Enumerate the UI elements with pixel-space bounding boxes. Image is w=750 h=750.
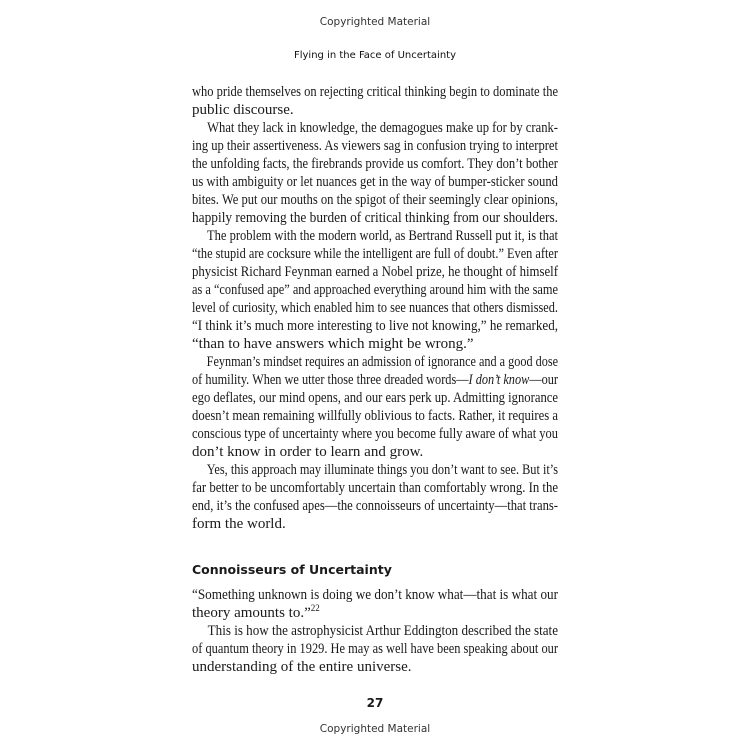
text-span: of humility. When we utter those three dreaded words— — [192, 372, 469, 388]
text-line: us with ambiguity or let nuances get in the way of bumper-sticker sound — [192, 174, 558, 190]
text-line: “the stupid are cocksure while the intelligent are full of doubt.” Even after — [192, 246, 558, 262]
section-body — [192, 586, 558, 676]
text-line: doesn’t mean remaining willfully oblivious to facts. Rather, it requires a — [192, 408, 558, 424]
text-line: form the world. — [192, 516, 286, 532]
text-span: —our — [529, 372, 558, 388]
copyright-notice-top: Copyrighted Material — [319, 16, 431, 28]
text-line: This is how the astrophysicist Arthur Eddington described the state — [207, 623, 558, 639]
text-line: level of curiosity, which enabled him to see nuances that others dismissed. — [192, 300, 558, 316]
text-line: the unfolding facts, the firebrands provide us comfort. They don’t bother — [192, 156, 558, 172]
footnote-ref[interactable]: 22 — [310, 603, 320, 613]
quote-line: “Something unknown is doing we don’t know what—that is what our — [192, 587, 558, 603]
text-line: “than to have answers which might be wrong.” — [192, 336, 474, 352]
text-line: as a “confused ape” and approached everything around him with the same — [192, 282, 558, 298]
text-line: conscious type of uncertainty where you become fully aware of what you — [192, 426, 558, 442]
copyright-notice-bottom: Copyrighted Material — [319, 723, 431, 735]
running-header: Flying in the Face of Uncertainty — [293, 50, 456, 61]
text-line: far better to be uncomfortably uncertain than comfortably wrong. In the — [192, 480, 558, 496]
text-span: theory amounts to.” — [192, 605, 311, 621]
text-line: happily removing the burden of critical thinking from our shoulders. — [192, 210, 558, 226]
body-text — [192, 83, 558, 533]
text-line: “I think it’s much more interesting to live not knowing,” he remarked, — [192, 318, 558, 334]
text-line: understanding of the entire universe. — [192, 659, 412, 675]
text-line: ing up their assertiveness. As viewers sag in confusion trying to interpret — [192, 138, 558, 154]
text-line: end, it’s the confused apes—the connoisseurs of uncertainty—that trans- — [192, 498, 558, 514]
text-line: The problem with the modern world, as Bertrand Russell put it, is that — [207, 228, 559, 244]
text-line: of quantum theory in 1929. He may as well have been speaking about our — [192, 641, 558, 657]
text-line: don’t know in order to learn and grow. — [192, 444, 424, 460]
italic-phrase: I don’t know — [468, 372, 530, 388]
text-line: Yes, this approach may illuminate things you don’t want to see. But it’s — [206, 462, 558, 478]
text-line: public discourse. — [192, 102, 294, 118]
page-number: 27 — [366, 696, 384, 710]
text-line: bites. We put our mouths on the spigot of their seemingly clear opinions, — [192, 192, 558, 208]
quote-line — [192, 604, 558, 622]
text-line: physicist Richard Feynman earned a Nobel prize, he thought of himself — [192, 264, 558, 280]
text-line — [192, 371, 558, 389]
text-line: who pride themselves on rejecting critical thinking begin to dominate the — [192, 84, 558, 100]
section-heading: Connoisseurs of Uncertainty — [192, 562, 392, 577]
text-line: What they lack in knowledge, the demagogues make up for by crank- — [207, 120, 558, 136]
text-line: Feynman’s mindset requires an admission of ignorance and a good dose — [206, 354, 558, 370]
text-line: ego deflates, our mind opens, and our ears perk up. Admitting ignorance — [192, 390, 558, 406]
